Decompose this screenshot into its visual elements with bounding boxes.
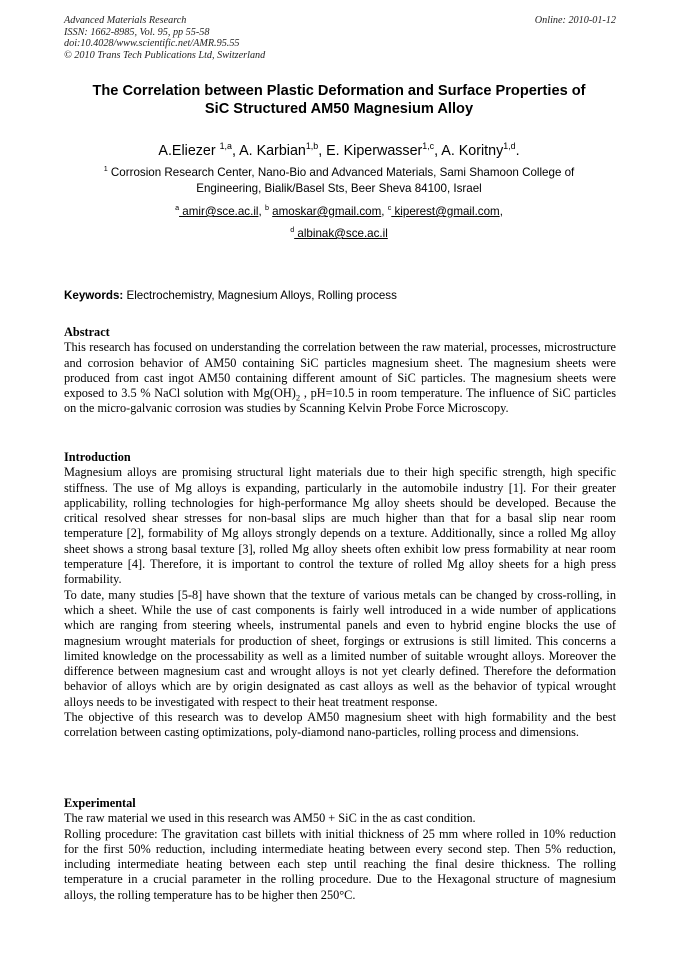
author-separator: . [515,143,520,159]
online-date: Online: 2010-01-12 [534,15,616,26]
affiliation-sup: 1 [103,164,108,174]
formula-subscript: 2 [295,392,301,403]
author-name: A. Karbian [239,143,306,159]
experimental-paragraph: The raw material we used in this research was AM50 + SiC in the as cast condition. [64,811,476,826]
doi-line[interactable]: doi:10.4028/www.scientific.net/AMR.95.55 [64,38,240,50]
journal-header [64,15,616,61]
abstract-section [64,325,616,417]
abstract-text: This research has focused on understanding the correlation between the raw material, processes, microstructure and corrosion behavior of AM50 containing SiC particles magnesium sheet. The magnesium sheets were produced from cast ingot AM50 containing different amount of SiC particles. The magnesium sheets were exposed to 3.5 % NaCl solution with Mg(OH) [64,340,616,401]
experimental-paragraph: Rolling procedure: The gravitation cast billets with initial thickness of 25 mm where rolled in 10% reduction for the first 50% reduction, including intermediate heating between every second step. Then 5% reduction, including intermediate heating between each step until reaching the final desire thickness. The rolling temperature in a crucial parameter in the rolling procedure. Due to the Hexagonal structure of magnesium alloys, the rolling temperature has to be higher then 250°C. [64,826,616,902]
paper-title [50,82,628,118]
title-line-1: The Correlation between Plastic Deformation and Surface Properties of [92,83,586,99]
author-sup: 1,b [305,141,319,152]
experimental-section [64,796,616,903]
keywords [64,289,616,303]
author-sup: 1,d [503,141,516,152]
title-line-2: SiC Structured AM50 Magnesium Alloy [204,101,474,117]
introduction-paragraph: Magnesium alloys are promising structural light materials due to their high specific strength, high specific stiffness. The use of Mg alloys is expanding, particularly in the automobile industry [1]. For their greater applicability, rolling technologies for high-performance Mg alloy sheets should be developed. Because the critical resolved shear stresses for non-basal slips are much higher than that for a basal slip near room temperature [2], formability of Mg alloys strongly depends on a texture. Additionally, since a rolled Mg alloy sheet shows a strong basal texture [3], rolled Mg alloy sheets often exhibit low press formability at near room temperature [4]. Therefore, it is important to control the texture of rolled Mg alloy sheets for a high press formability. [64,465,616,587]
keywords-label: Keywords: [64,289,124,302]
affiliation [60,165,618,196]
email-link[interactable]: amir@sce.ac.il [179,205,259,218]
author-sup: 1,c [422,141,435,152]
author-separator: , [231,143,240,159]
author-separator: , [434,143,442,159]
affiliation-line-1: Corrosion Research Center, Nano-Bio and Advanced Materials, Sami Shamoon College of [107,166,575,179]
affiliation-line-2: Engineering, Bialik/Basel Sts, Beer Sheva 84100, Israel [196,181,482,195]
author-list [40,142,638,160]
email-sup: a [175,203,180,213]
introduction-section [64,450,616,741]
author-separator: , [318,143,327,159]
author-name: A.Eliezer [158,143,220,159]
email-sup: b [264,203,269,213]
email-separator: , [258,205,265,218]
experimental-heading: Experimental [64,796,136,810]
abstract-text: , pH=10.5 in room temperature. The influence of SiC particles on the micro-galvanic corrosion was studies by Scanning Kelvin Probe Force Microscopy. [64,386,616,416]
abstract-paragraph [64,340,616,416]
keywords-text: Electrochemistry, Magnesium Alloys, Rolling process [123,289,397,302]
author-name: A. Koritny [441,143,504,159]
email-sup: d [290,225,295,235]
email-sup: c [387,203,392,213]
author-sup: 1,a [219,141,232,152]
introduction-heading: Introduction [64,450,131,464]
journal-name: Advanced Materials Research [64,15,187,26]
introduction-paragraph: To date, many studies [5-8] have shown that the texture of various metals can be changed by cross-rolling, in which a sheet. While the use of cast components is fairly well introduced in a wide number of applications which are ranging from steering wheels, instrumental panels and even to hybrid engine blocks the use of magnesium wrought materials for production of sheet, forgings or extrusions is still limited. This concerns a limited knowledge on the processability as well as a limited number of suitable wrought alloys. Moreover the difference between magnesium cast and wrought alloys is not yet clearly defined. Therefore the deformation behavior of alloys which are by origin designated as cast alloys as well as the behavior of typical wrought alloys needs to be investigated with respect to their heat treatment response. [64,587,616,709]
abstract-heading: Abstract [64,325,110,339]
copyright-line: © 2010 Trans Tech Publications Ltd, Switzerland [64,49,266,61]
email-separator: , [499,205,503,218]
author-name: E. Kiperwasser [326,143,423,159]
email-separator: , [381,205,388,218]
email-list [60,201,618,245]
issn-line: ISSN: 1662-8985, Vol. 95, pp 55-58 [64,26,210,38]
email-link[interactable]: albinak@sce.ac.il [294,227,388,240]
introduction-paragraph: The objective of this research was to develop AM50 magnesium sheet with high formability and the best correlation between casting optimizations, poly-diamond nano-particles, rolling process and dimensions. [64,710,616,740]
email-link[interactable]: amoskar@gmail.com [272,205,382,218]
email-link[interactable]: kiperest@gmail.com [391,205,500,218]
